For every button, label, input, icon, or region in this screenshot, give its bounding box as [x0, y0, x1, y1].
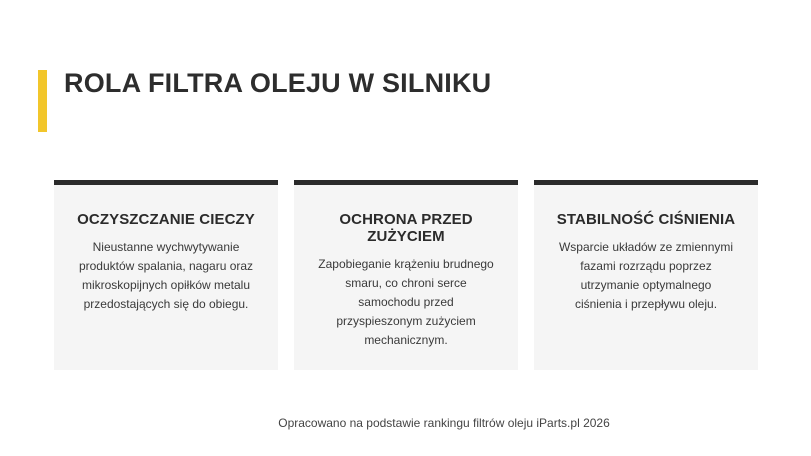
- card-title: OCHRONA PRZED ZUŻYCIEM: [339, 211, 473, 245]
- card-title: STABILNOŚĆ CIŚNIENIA: [556, 211, 736, 228]
- page-title: ROLA FILTRA OLEJU W SILNIKU: [64, 68, 492, 98]
- card-stabilnosc: [534, 180, 758, 370]
- title-accent-bar: [38, 70, 47, 132]
- card-body: Zapobieganie krążeniu brudnego smaru, co chroni serce samochodu przed przyspieszonym zużyciem mechanicznym.: [318, 257, 494, 347]
- card-body: Nieustanne wychwytywanie produktów spalania, nagaru oraz mikroskopijnych opiłków metalu przedostających się do obiegu.: [78, 240, 254, 311]
- footer-source-note: Opracowano na podstawie rankingu filtrów oleju iParts.pl 2026: [278, 416, 610, 430]
- card-oczyszczanie: [54, 180, 278, 370]
- card-ochrona: [294, 180, 518, 370]
- card-body: Wsparcie układów ze zmiennymi fazami rozrządu poprzez utrzymanie optymalnego ciśnienia i przepływu oleju.: [558, 240, 734, 311]
- card-title: OCZYSZCZANIE CIECZY: [77, 211, 255, 228]
